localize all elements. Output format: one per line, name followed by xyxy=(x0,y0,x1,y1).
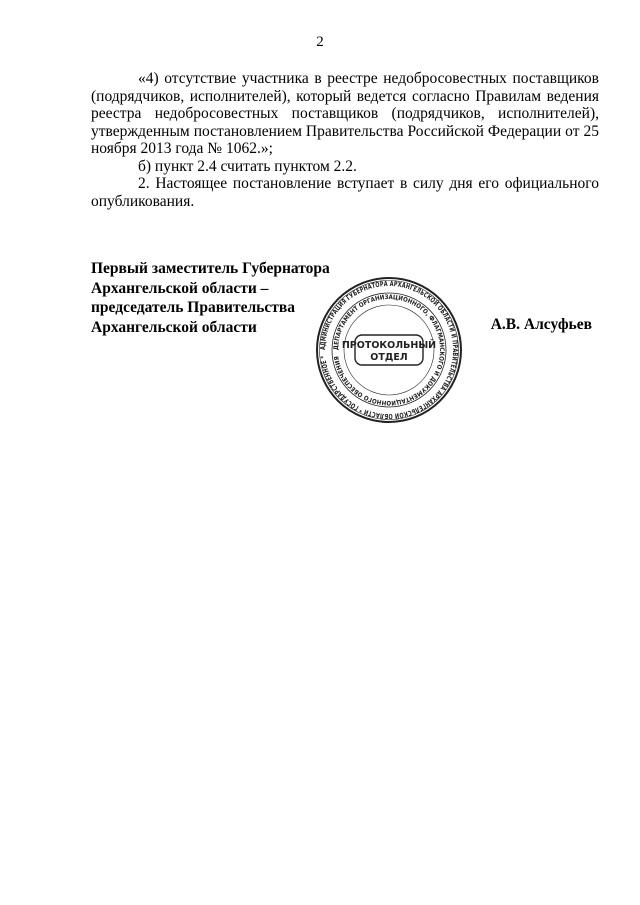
signatory-name: А.В. Алсуфьев xyxy=(490,316,592,333)
document-body xyxy=(91,70,599,210)
paragraph: «4) отсутствие участника в реестре недобросовестных поставщиков (подрядчиков, исполнителей), который ведется согласно Правилам ведения реестра недобросовестных поставщиков (подрядчиков, исполнителей), утвержденным постановлением Правительства Российской Федерации от 25 ноября 2013 года № 1062.»; xyxy=(91,70,599,157)
seal-center-line: ОТДЕЛ xyxy=(370,352,408,363)
signatory-title-line: Архангельской области xyxy=(91,318,257,336)
signatory-title-line: Первый заместитель Губернатора xyxy=(91,260,330,277)
signatory-title-line: Архангельской области – xyxy=(91,279,269,297)
seal-inner-text: ДЕПАРТАМЕНТ ОРГАНИЗАЦИОННОГО, ФЛАГМАНСКОГО И ДОКУМЕНТАЦИОННОГО ОБЕСПЕЧЕНИЯ xyxy=(332,293,446,407)
paragraph: б) пункт 2.4 считать пунктом 2.2. xyxy=(138,157,357,175)
page-number: 2 xyxy=(316,34,324,50)
signatory-title-line: председатель Правительства xyxy=(91,299,295,316)
seal-outer-text: АДМИНИСТРАЦИЯ ГУБЕРНАТОРА АРХАНГЕЛЬСКОЙ ОБЛАСТИ И ПРАВИТЕЛЬСТВА АРХАНГЕЛЬСКОЙ ОБЛАСТИ * ГОСУДАРСТВЕННОЕ * xyxy=(318,279,460,421)
seal-center-line: ПРОТОКОЛЬНЫЙ xyxy=(341,340,437,351)
paragraph: 2. Настоящее постановление вступает в силу дня его официального опубликования. xyxy=(91,175,599,210)
official-seal xyxy=(314,275,464,425)
seal-graphic xyxy=(314,275,464,425)
